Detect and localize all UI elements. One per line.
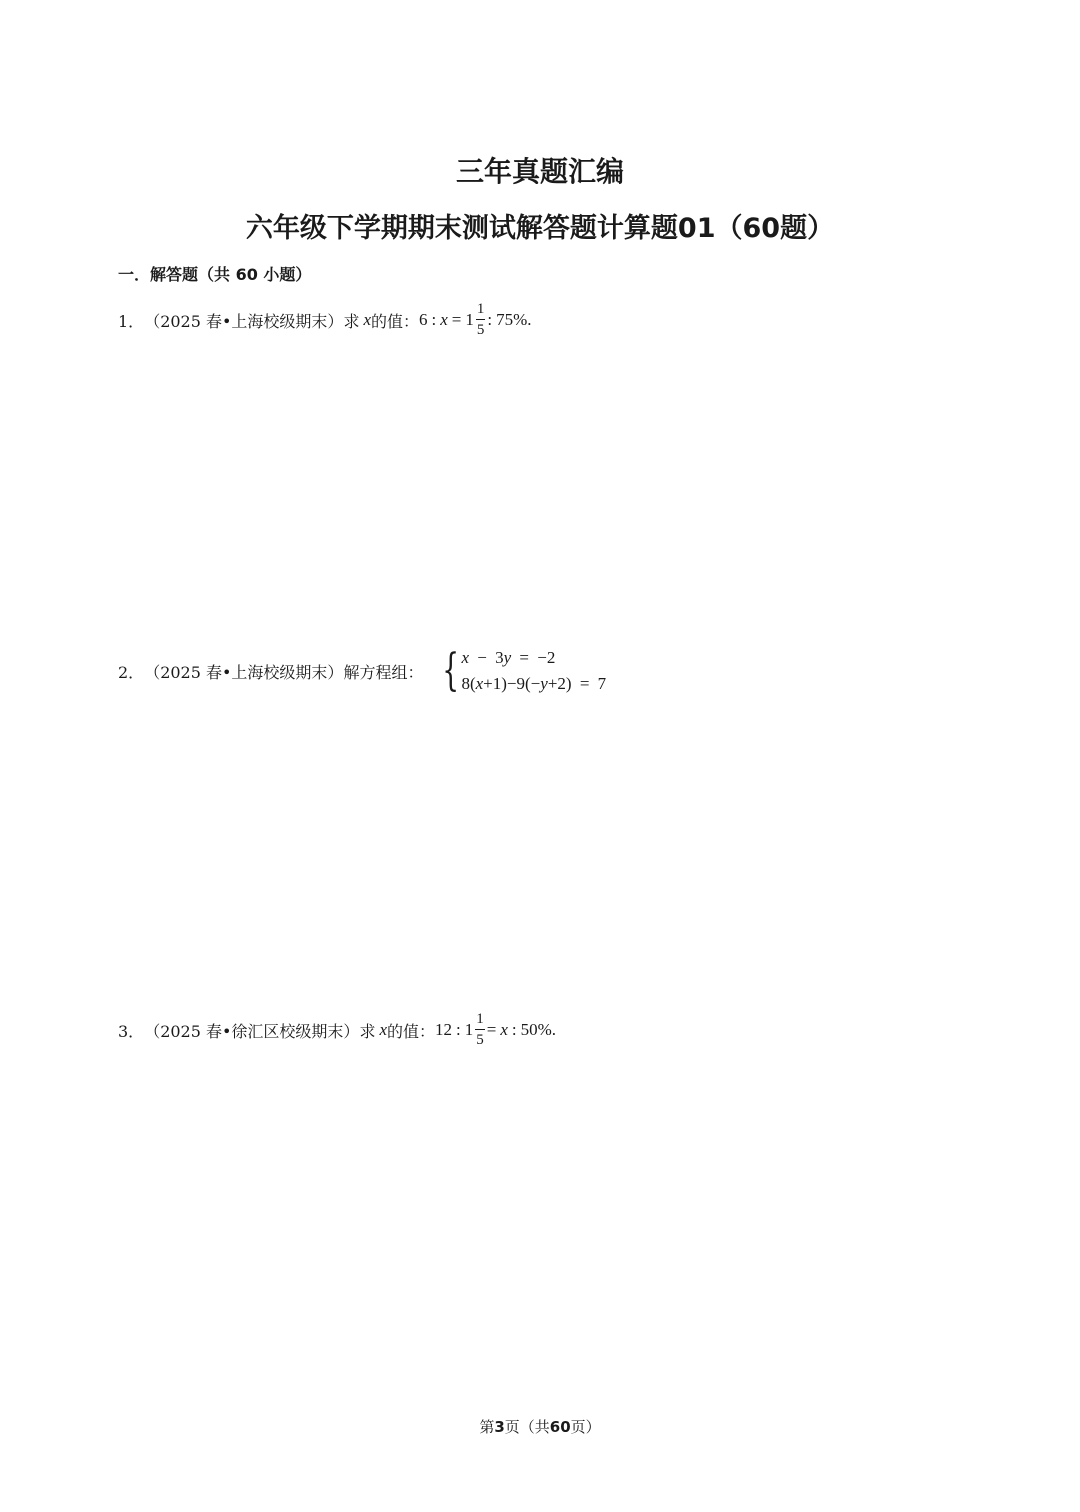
formula-term: 6 — [419, 310, 428, 329]
formula-term: 12 — [435, 1020, 453, 1039]
question-3 — [118, 1012, 556, 1048]
question-stem-after: 的值： — [387, 1021, 436, 1041]
question-1 — [118, 302, 532, 338]
formula-percent: 75% — [496, 310, 528, 329]
eq-equals: = — [579, 674, 590, 693]
formula-variable: x — [440, 310, 448, 329]
page-footer — [0, 1416, 1080, 1437]
question-number: 2． — [118, 662, 145, 682]
formula-fraction — [475, 1012, 485, 1048]
question-stem-after: 的值： — [371, 311, 420, 331]
fraction-denominator: 5 — [476, 322, 485, 338]
formula-percent: 50% — [520, 1020, 552, 1039]
document-title: 三年真题汇编 — [455, 155, 624, 188]
section-heading: 一．解答题（共 60 小题） — [118, 265, 312, 284]
question-source: （2025 春•徐汇区校级期末） — [144, 1021, 360, 1041]
eq-part: +2) — [547, 674, 572, 693]
question-source: （2025 春•上海校级期末） — [144, 311, 344, 331]
formula-equals: = — [486, 1020, 497, 1039]
formula-colon: : — [456, 1020, 461, 1039]
formula-fraction — [476, 302, 486, 338]
eq-part: +1)−9(− — [483, 674, 541, 693]
eq-variable-y: y — [503, 648, 512, 667]
question-formula — [419, 302, 532, 338]
document-subtitle: 六年级下学期期末测试解答题计算题01（60题） — [245, 213, 835, 244]
formula-variable: x — [500, 1020, 508, 1039]
formula-whole: 1 — [465, 310, 474, 329]
question-stem: 解方程组： — [343, 662, 424, 682]
footer-suffix: 页） — [570, 1418, 601, 1436]
question-variable: x — [379, 1020, 387, 1039]
left-brace-icon: { — [442, 645, 460, 696]
current-page-number: 3 — [494, 1418, 505, 1436]
formula-colon: : — [511, 1020, 517, 1039]
question-formula — [435, 1012, 556, 1048]
formula-colon: : — [431, 310, 437, 329]
equation-line-2 — [461, 674, 606, 694]
equation-system — [431, 645, 607, 696]
eq-operator: − — [477, 648, 487, 667]
question-number: 1． — [118, 311, 145, 331]
formula-whole: 1 — [464, 1020, 474, 1039]
eq-rhs: 7 — [597, 674, 607, 693]
question-variable: x — [363, 310, 371, 329]
question-number: 3． — [118, 1021, 145, 1041]
fraction-numerator: 1 — [476, 1011, 484, 1027]
eq-variable-x: x — [461, 648, 469, 667]
eq-part: 8( — [461, 674, 476, 693]
formula-period: . — [527, 310, 532, 329]
question-stem: 求 — [343, 311, 360, 331]
formula-equals: = — [451, 310, 462, 329]
eq-rhs: −2 — [537, 648, 556, 667]
eq-coefficient: 3 — [495, 648, 504, 667]
eq-equals: = — [519, 648, 529, 667]
formula-period: . — [551, 1020, 557, 1039]
question-source: （2025 春•上海校级期末） — [144, 662, 344, 682]
fraction-denominator: 5 — [476, 1032, 484, 1048]
footer-prefix: 第 — [479, 1418, 495, 1436]
fraction-numerator: 1 — [476, 301, 485, 317]
footer-middle: 页（共 — [504, 1418, 550, 1436]
equation-line-1 — [461, 648, 606, 668]
eq-variable-y: y — [540, 674, 548, 693]
eq-variable-x: x — [475, 674, 484, 693]
formula-colon: : — [487, 310, 493, 329]
question-stem: 求 — [359, 1021, 376, 1041]
total-page-count: 60 — [549, 1418, 571, 1436]
question-2 — [118, 645, 607, 696]
